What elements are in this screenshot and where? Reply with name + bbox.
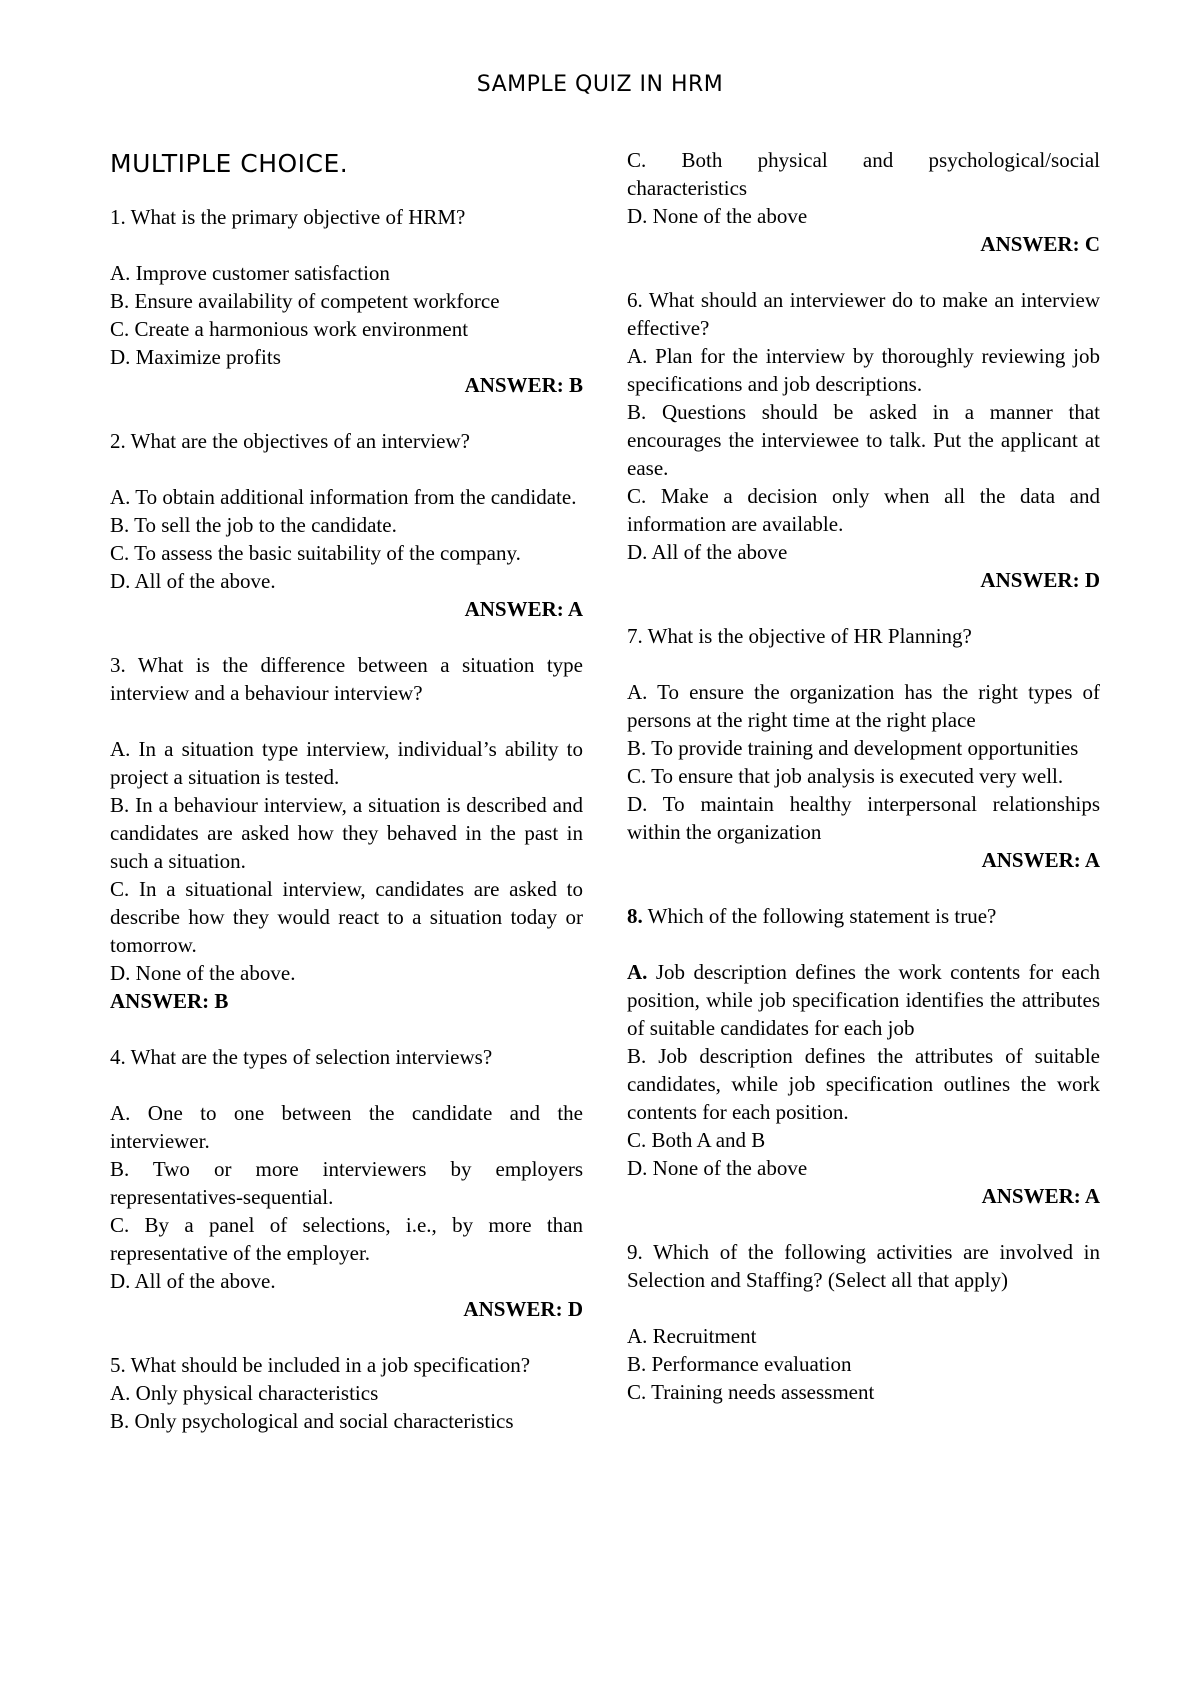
option-c: C. To assess the basic suitability of the company. xyxy=(110,541,521,565)
option-a xyxy=(627,958,1100,1042)
option-c: C. In a situational interview, candidates are asked to describe how they would react to a situation today or tomorrow. xyxy=(110,877,583,957)
question-stem: 6. What should an interviewer do to make an interview effective? xyxy=(627,288,1100,340)
question-2 xyxy=(110,427,583,623)
option-b: B. Two or more interviewers by employers representatives-sequential. xyxy=(110,1157,583,1209)
question-stem: 1. What is the primary objective of HRM? xyxy=(110,205,466,229)
option-label: A. xyxy=(627,960,648,984)
question-stem: 7. What is the objective of HR Planning? xyxy=(627,624,972,648)
option-d: D. All of the above xyxy=(627,540,788,564)
option-b: B. Only psychological and social characteristics xyxy=(110,1409,514,1433)
option-a: A. To obtain additional information from the candidate. xyxy=(110,485,577,509)
option-b: B. To provide training and development opportunities xyxy=(627,736,1079,760)
option-a: A. In a situation type interview, individual’s ability to project a situation is tested. xyxy=(110,737,583,789)
question-5-continued xyxy=(627,146,1100,258)
option-b: B. Ensure availability of competent workforce xyxy=(110,289,500,313)
question-number: 8. xyxy=(627,904,643,928)
question-4 xyxy=(110,1043,583,1323)
answer-key: ANSWER: D xyxy=(463,1297,583,1321)
option-a: A. One to one between the candidate and the interviewer. xyxy=(110,1101,583,1153)
question-6 xyxy=(627,286,1100,594)
question-stem: 3. What is the difference between a situation type interview and a behaviour interview? xyxy=(110,653,583,705)
question-9 xyxy=(627,1238,1100,1406)
option-d: D. None of the above xyxy=(627,204,808,228)
answer-key: ANSWER: D xyxy=(980,568,1100,592)
question-7 xyxy=(627,622,1100,874)
page-title: SAMPLE QUIZ IN HRM xyxy=(476,72,724,97)
option-c: C. Make a decision only when all the data and information are available. xyxy=(627,484,1100,536)
option-d: D. None of the above xyxy=(627,1156,808,1180)
section-heading: MULTIPLE CHOICE. xyxy=(110,149,349,178)
option-d: D. All of the above. xyxy=(110,569,276,593)
answer-key: ANSWER: A xyxy=(981,1184,1100,1208)
option-a: A. Only physical characteristics xyxy=(110,1381,379,1405)
question-stem: 5. What should be included in a job specification? xyxy=(110,1353,531,1377)
option-c: C. Both A and B xyxy=(627,1128,766,1152)
question-stem: 9. Which of the following activities are involved in Selection and Staffing? (Select all that apply) xyxy=(627,1240,1100,1292)
option-a: A. Plan for the interview by thoroughly reviewing job specifications and job descriptions. xyxy=(627,344,1100,396)
option-a: A. Recruitment xyxy=(627,1324,757,1348)
option-b: B. In a behaviour interview, a situation is described and candidates are asked how they behaved in the past in such a situation. xyxy=(110,793,583,873)
option-c: C. To ensure that job analysis is executed very well. xyxy=(627,764,1064,788)
question-1 xyxy=(110,203,583,399)
answer-key: ANSWER: B xyxy=(110,989,229,1013)
option-a: A. To ensure the organization has the right types of persons at the right time at the right place xyxy=(627,680,1100,732)
option-d: D. Maximize profits xyxy=(110,345,281,369)
question-3 xyxy=(110,651,583,1015)
option-c: C. By a panel of selections, i.e., by more than representative of the employer. xyxy=(110,1213,583,1265)
answer-key: ANSWER: A xyxy=(981,848,1100,872)
option-b: B. Questions should be asked in a manner that encourages the interviewee to talk. Put the applicant at ease. xyxy=(627,400,1100,480)
question-stem: 4. What are the types of selection interviews? xyxy=(110,1045,493,1069)
question-stem: 2. What are the objectives of an interview? xyxy=(110,429,470,453)
option-a: A. Improve customer satisfaction xyxy=(110,261,390,285)
question-8 xyxy=(627,902,1100,1210)
question-5 xyxy=(110,1351,583,1435)
option-c: C. Training needs assessment xyxy=(627,1380,875,1404)
question-text: Which of the following statement is true? xyxy=(642,904,997,928)
left-column xyxy=(110,145,583,1463)
option-c: C. Both physical and psychological/social characteristics xyxy=(627,148,1100,200)
option-b: B. Performance evaluation xyxy=(627,1352,852,1376)
option-d: D. To maintain healthy interpersonal relationships within the organization xyxy=(627,792,1100,844)
option-d: D. All of the above. xyxy=(110,1269,276,1293)
answer-key: ANSWER: A xyxy=(464,597,583,621)
right-column xyxy=(627,146,1100,1434)
option-b: B. Job description defines the attributes of suitable candidates, while job specification outlines the work contents for each position. xyxy=(627,1044,1100,1124)
option-d: D. None of the above. xyxy=(110,961,296,985)
answer-key: ANSWER: B xyxy=(464,373,583,397)
option-c: C. Create a harmonious work environment xyxy=(110,317,469,341)
answer-key: ANSWER: C xyxy=(980,232,1100,256)
option-text: Job description defines the work contents for each position, while job specification identifies the attributes of suitable candidates for each job xyxy=(627,960,1100,1040)
option-b: B. To sell the job to the candidate. xyxy=(110,513,397,537)
question-stem xyxy=(627,902,1100,930)
